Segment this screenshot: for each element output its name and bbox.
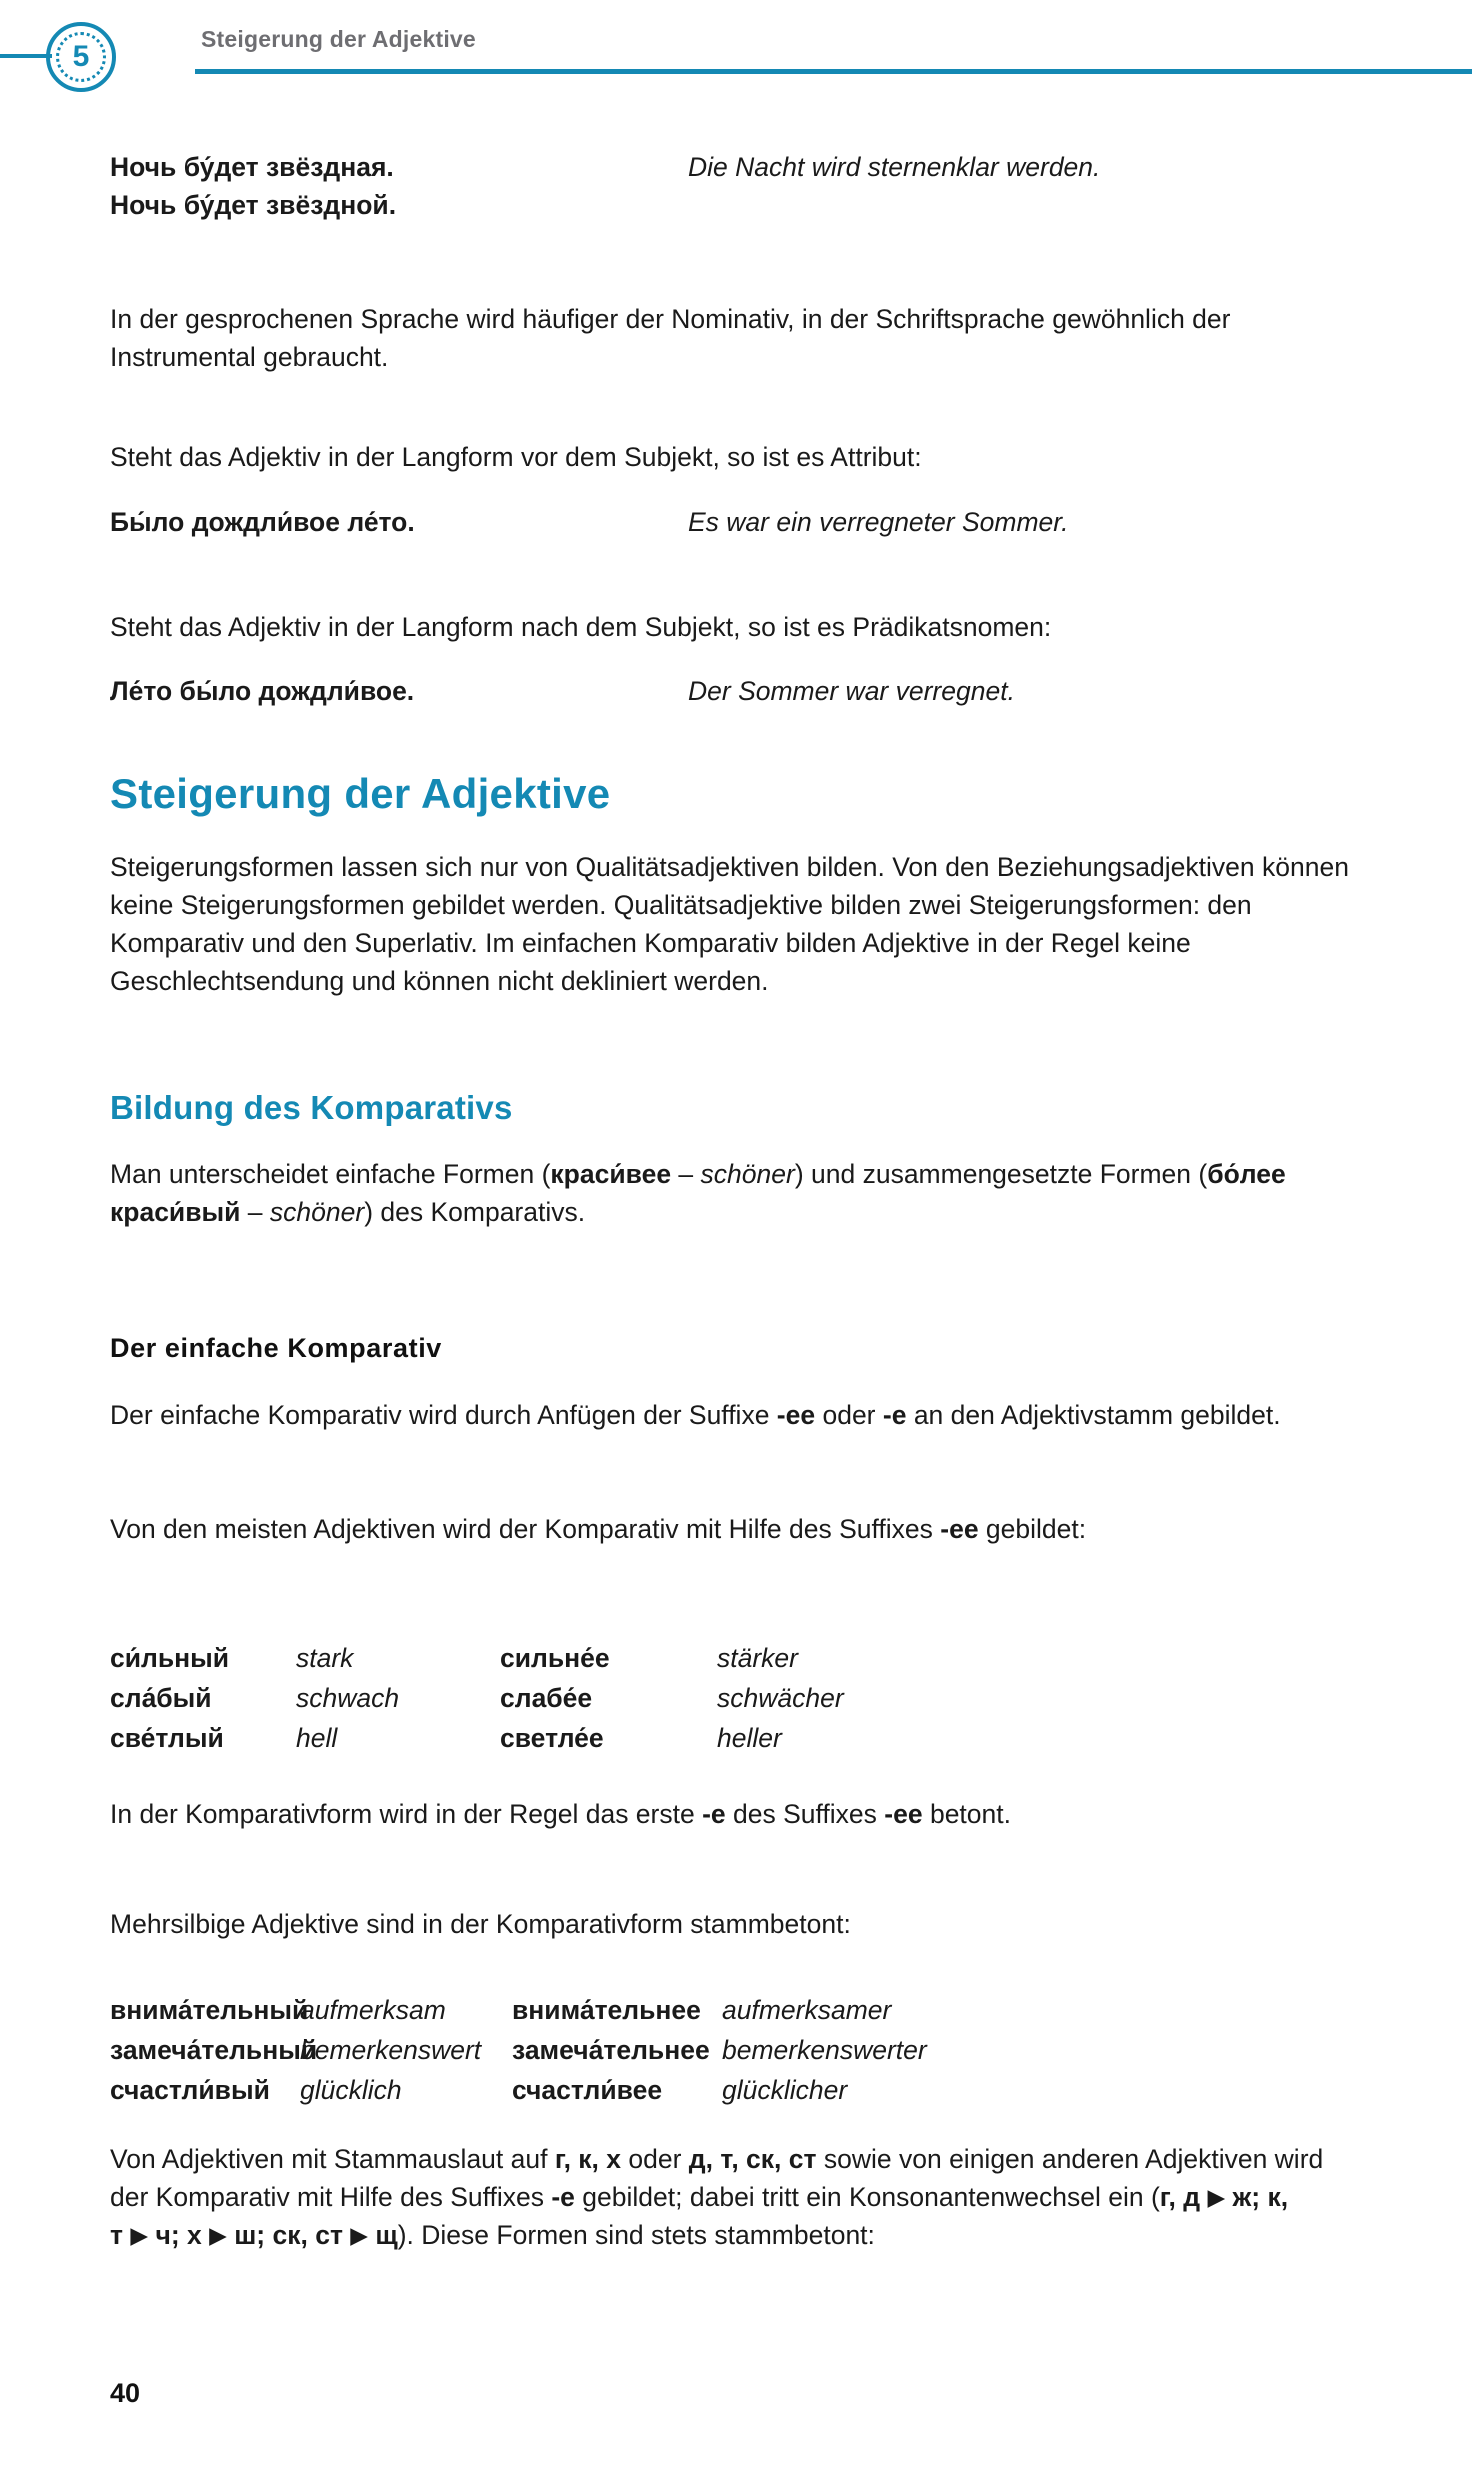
section-heading-einfacher-komparativ bbox=[110, 1330, 1350, 1366]
suffix-ee: -ее bbox=[884, 1799, 923, 1829]
word-table-simple-comparative bbox=[110, 1638, 1360, 1758]
text-run: ) des Komparativs. bbox=[364, 1197, 586, 1227]
suffix-e: -е bbox=[551, 2182, 575, 2212]
comparative-russian: замеча́тельнее bbox=[512, 2035, 710, 2065]
text-run: oder bbox=[815, 1400, 883, 1430]
table-row bbox=[110, 1638, 1360, 1678]
paragraph-text bbox=[110, 1396, 1350, 1434]
paragraph-praedikatsnomen bbox=[110, 608, 1350, 646]
positive-russian: сла́бый bbox=[110, 1683, 212, 1713]
comparative-german: stärker bbox=[717, 1643, 798, 1673]
alternation-target-3: ш; ск, ст bbox=[234, 2220, 343, 2250]
text-run: betont. bbox=[922, 1799, 1011, 1829]
text-run: Der einfache Komparativ wird durch Anfügen der Suffixe bbox=[110, 1400, 777, 1430]
text-run: ) und zusammengesetzte Formen ( bbox=[794, 1159, 1208, 1189]
section-heading-bildung bbox=[110, 1088, 1350, 1128]
text-run: Man unterscheidet einfache Formen ( bbox=[110, 1159, 551, 1189]
header-rule-left bbox=[0, 54, 52, 58]
positive-russian: счастли́вый bbox=[110, 2075, 270, 2105]
positive-russian: внима́тельный bbox=[110, 1995, 309, 2025]
positive-german: glücklich bbox=[300, 2075, 402, 2105]
paragraph-text: Steigerungsformen lassen sich nur von Qualitätsadjektiven bilden. Von den Beziehungsadjektiven können keine Steigerungsformen gebildet werden. Qualitätsadjektive bilden zwei Steigerungsformen: den Komparativ und den Superlativ. Im einfachen Komparativ bilden Adjektive in der Regel keine Geschlechtsendung und können nicht dekliniert werden. bbox=[110, 852, 1349, 996]
arrow-right-icon: ▶ bbox=[350, 2222, 368, 2248]
example-pair-1-line-1 bbox=[110, 148, 1350, 186]
word-table-multisyllable-comparative bbox=[110, 1990, 1360, 2110]
table-row bbox=[110, 1718, 1360, 1758]
example-pair-2 bbox=[110, 503, 1350, 541]
paragraph-text: Mehrsilbige Adjektive sind in der Komparativform stammbetont: bbox=[110, 1909, 851, 1939]
section-heading-steigerung bbox=[110, 770, 1350, 818]
paragraph-betonung bbox=[110, 1795, 1350, 1833]
running-head bbox=[0, 0, 1472, 112]
paragraph-meisten-adjektiven bbox=[110, 1510, 1350, 1548]
text-run: – bbox=[240, 1197, 270, 1227]
arrow-right-icon: ▶ bbox=[130, 2222, 149, 2248]
comparative-russian: светле́е bbox=[500, 1723, 604, 1753]
table-row bbox=[110, 1990, 1360, 2030]
paragraph-mehrsilbige bbox=[110, 1905, 1350, 1943]
page-number: 40 bbox=[110, 2378, 141, 2408]
comparative-russian: счастли́вее bbox=[512, 2075, 663, 2105]
comparative-russian: слабе́е bbox=[500, 1683, 593, 1713]
suffix-e: -е bbox=[882, 1400, 907, 1430]
paragraph-steigerungsformen bbox=[110, 848, 1350, 1000]
arrow-right-icon: ▶ bbox=[1207, 2184, 1226, 2210]
text-run: In der Komparativform wird in der Regel das erste bbox=[110, 1799, 703, 1829]
paragraph-text: Steht das Adjektiv in der Langform nach dem Subjekt, so ist es Prädikatsnomen: bbox=[110, 612, 1052, 642]
paragraph-text: Steht das Adjektiv in der Langform vor dem Subjekt, so ist es Attribut: bbox=[110, 442, 922, 472]
comparative-german: bemerkenswerter bbox=[722, 2035, 927, 2065]
comparative-russian: сильне́е bbox=[500, 1643, 610, 1673]
table-row bbox=[110, 2070, 1360, 2110]
suffix-ee: -ее bbox=[776, 1400, 816, 1430]
subsubsection-title: Der einfache Komparativ bbox=[110, 1333, 442, 1363]
paragraph-text bbox=[110, 1795, 1350, 1833]
comparative-russian: внима́тельнее bbox=[512, 1995, 701, 2025]
comparative-german: aufmerksamer bbox=[722, 1995, 892, 2025]
german-gloss-schoener: schöner bbox=[700, 1159, 795, 1189]
example-3-russian: Ле́то бы́ло дождли́вое. bbox=[110, 676, 415, 706]
example-pair-3 bbox=[110, 672, 1350, 710]
text-run: Von Adjektiven mit Stammauslaut auf bbox=[110, 2144, 555, 2174]
example-2-russian: Бы́ло дождли́вое ле́то. bbox=[110, 507, 415, 537]
comparative-german: schwächer bbox=[717, 1683, 844, 1713]
text-run: an den Adjektivstamm gebildet. bbox=[906, 1400, 1281, 1430]
alternation-target-2: ч; х bbox=[155, 2220, 202, 2250]
german-gloss-schoener-2: schöner bbox=[269, 1197, 365, 1227]
page-title: Steigerung der Adjektive bbox=[110, 770, 611, 817]
positive-german: aufmerksam bbox=[300, 1995, 446, 2025]
consonants-d-t-sk-st: д, т, ск, ст bbox=[688, 2144, 817, 2174]
text-run: Von den meisten Adjektiven wird der Komparativ mit Hilfe des Suffixes bbox=[110, 1514, 941, 1544]
paragraph-attribut bbox=[110, 438, 1350, 476]
paragraph-stammauslaut bbox=[110, 2140, 1350, 2254]
alternation-target-4: щ bbox=[375, 2220, 398, 2250]
text-run: gebildet; dabei tritt ein Konsonantenwechsel ein ( bbox=[574, 2182, 1160, 2212]
text-run: ). Diese Formen sind stets stammbetont: bbox=[397, 2220, 875, 2250]
consonants-g-k-h: г, к, х bbox=[554, 2144, 622, 2174]
suffix-e: -е bbox=[702, 1799, 726, 1829]
arrow-right-icon: ▶ bbox=[209, 2222, 227, 2248]
table-row bbox=[110, 1678, 1360, 1718]
russian-term-bolee-krasivyj: бо́лее краси́вый bbox=[110, 1159, 1286, 1227]
positive-german: schwach bbox=[296, 1683, 400, 1713]
example-pair-1-line-2 bbox=[110, 186, 1350, 224]
positive-german: bemerkenswert bbox=[300, 2035, 482, 2065]
paragraph-text bbox=[110, 1510, 1350, 1548]
subsection-title: Bildung des Komparativs bbox=[110, 1089, 513, 1126]
chapter-number: 5 bbox=[72, 40, 90, 73]
example-1-russian-line-2: Ночь бу́дет звёздной. bbox=[110, 190, 397, 220]
running-head-title: Steigerung der Adjektive bbox=[201, 26, 476, 52]
header-rule-main bbox=[195, 69, 1472, 74]
russian-term-krasivee: краси́вее bbox=[550, 1159, 672, 1189]
example-2-german: Es war ein verregneter Sommer. bbox=[688, 507, 1069, 537]
chapter-badge bbox=[46, 22, 116, 92]
text-run: des Suffixes bbox=[725, 1799, 885, 1829]
positive-russian: си́льный bbox=[110, 1643, 230, 1673]
text-run: sowie von einigen anderen Adjektiven wird der Komparativ mit Hilfe des Suffixes bbox=[110, 2144, 1324, 2212]
text-run: gebildet: bbox=[978, 1514, 1087, 1544]
paragraph-spoken-language bbox=[110, 300, 1350, 376]
paragraph-text bbox=[110, 1155, 1350, 1231]
text-run: – bbox=[671, 1159, 701, 1189]
paragraph-suffixe bbox=[110, 1396, 1350, 1434]
paragraph-text bbox=[110, 2140, 1350, 2254]
positive-german: hell bbox=[296, 1723, 338, 1753]
example-1-russian-line-1: Ночь бу́дет звёздная. bbox=[110, 152, 394, 182]
comparative-german: heller bbox=[717, 1723, 782, 1753]
positive-russian: све́тлый bbox=[110, 1723, 224, 1753]
example-3-german: Der Sommer war verregnet. bbox=[688, 676, 1015, 706]
paragraph-unterscheidet bbox=[110, 1155, 1350, 1231]
comparative-german: glücklicher bbox=[722, 2075, 848, 2105]
paragraph-text: In der gesprochenen Sprache wird häufiger der Nominativ, in der Schriftsprache gewöhnlich der Instrumental gebraucht. bbox=[110, 304, 1231, 372]
example-1-german: Die Nacht wird sternenklar werden. bbox=[688, 152, 1101, 182]
suffix-ee: -ее bbox=[940, 1514, 979, 1544]
alternation-target-1: ж; к, т bbox=[110, 2182, 1289, 2250]
table-row bbox=[110, 2030, 1360, 2070]
positive-german: stark bbox=[296, 1643, 354, 1673]
text-run: oder bbox=[621, 2144, 689, 2174]
positive-russian: замеча́тельный bbox=[110, 2035, 318, 2065]
alternation-source-1: г, д bbox=[1159, 2182, 1201, 2212]
